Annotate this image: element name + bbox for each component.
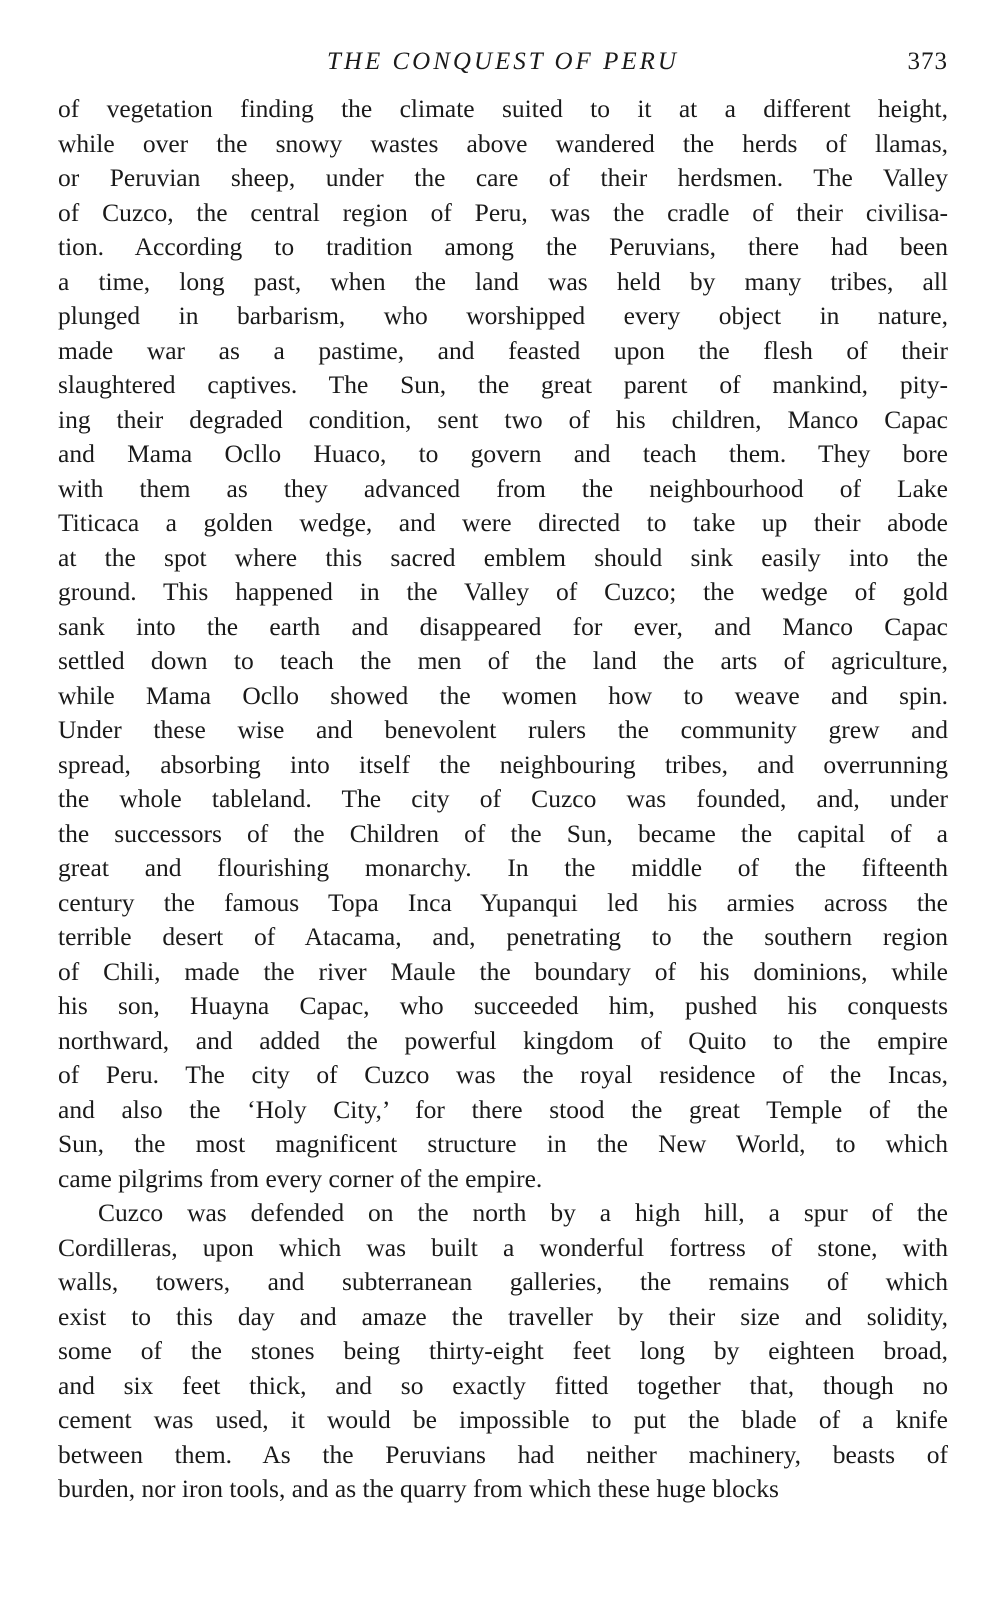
text-line: at the spot where this sacred emblem should sink easily into the [58, 542, 948, 572]
text-line: Cuzco was defended on the north by a high hill, a spur of the [98, 1198, 948, 1227]
text-line: ground. This happened in the Valley of Cuzco; the wedge of gold [58, 577, 948, 606]
text-line: great and flourishing monarchy. In the middle of the fifteenth [58, 853, 948, 882]
page-number: 373 [907, 48, 948, 75]
text-line: of vegetation finding the climate suited to it at a different height, [58, 94, 948, 123]
text-line: and six feet thick, and so exactly fitted together that, though no [58, 1370, 948, 1400]
text-line: burden, nor iron tools, and as the quarry from which these huge blocks [58, 1474, 779, 1503]
text-line: the whole tableland. The city of Cuzco was founded, and, under [58, 784, 948, 813]
text-line: some of the stones being thirty-eight feet long by eighteen broad, [58, 1336, 948, 1365]
text-line: while Mama Ocllo showed the women how to weave and spin. [58, 680, 948, 710]
page-title: THE CONQUEST OF PERU [327, 48, 679, 75]
text-line: tion. According to tradition among the Peruvians, there had been [58, 232, 948, 261]
text-line: sank into the earth and disappeared for ever, and Manco Capac [58, 611, 948, 641]
text-line: spread, absorbing into itself the neighbouring tribes, and overrunning [58, 749, 948, 779]
paragraph [58, 1196, 948, 1507]
text-line: made war as a pastime, and feasted upon the flesh of their [58, 335, 948, 365]
text-line: settled down to teach the men of the land the arts of agriculture, [58, 646, 948, 675]
text-line: walls, towers, and subterranean galleries, the remains of which [58, 1267, 948, 1296]
text-line: a time, long past, when the land was held by many tribes, all [58, 266, 948, 296]
text-line: his son, Huayna Capac, who succeeded him, pushed his conquests [58, 991, 948, 1020]
paragraph [58, 92, 948, 1196]
text-line: century the famous Topa Inca Yupanqui led his armies across the [58, 887, 948, 917]
body-text [58, 92, 948, 1507]
text-line: terrible desert of Atacama, and, penetrating to the southern region [58, 922, 948, 951]
text-line: exist to this day and amaze the traveller by their size and solidity, [58, 1301, 948, 1331]
text-line: Titicaca a golden wedge, and were directed to take up their abode [58, 508, 948, 537]
text-line: with them as they advanced from the neighbourhood of Lake [58, 473, 948, 503]
text-line: while over the snowy wastes above wandered the herds of llamas, [58, 128, 948, 158]
book-page [58, 48, 948, 1507]
text-line: came pilgrims from every corner of the empire. [58, 1163, 543, 1193]
text-line: and Mama Ocllo Huaco, to govern and teach them. They bore [58, 439, 948, 468]
running-head [58, 48, 948, 92]
text-line: of Chili, made the river Maule the boundary of his dominions, while [58, 956, 948, 986]
text-line: and also the ‘Holy City,’ for there stood the great Temple of the [58, 1094, 948, 1124]
text-line: between them. As the Peruvians had neither machinery, beasts of [58, 1439, 948, 1469]
text-line: Cordilleras, upon which was built a wonderful fortress of stone, with [58, 1232, 948, 1262]
text-line: northward, and added the powerful kingdom of Quito to the empire [58, 1025, 948, 1055]
text-line: Sun, the most magnificent structure in the New World, to which [58, 1129, 948, 1158]
text-line: plunged in barbarism, who worshipped every object in nature, [58, 301, 948, 330]
text-line: of Peru. The city of Cuzco was the royal residence of the Incas, [58, 1060, 948, 1089]
text-line: or Peruvian sheep, under the care of their herdsmen. The Valley [58, 163, 948, 192]
text-line: ing their degraded condition, sent two of his children, Manco Capac [58, 404, 948, 434]
text-line: slaughtered captives. The Sun, the great parent of mankind, pity- [58, 370, 948, 399]
text-line: the successors of the Children of the Sun, became the capital of a [58, 818, 948, 848]
text-line: of Cuzco, the central region of Peru, was the cradle of their civilisa- [58, 197, 948, 227]
text-line: Under these wise and benevolent rulers the community grew and [58, 715, 948, 744]
text-line: cement was used, it would be impossible to put the blade of a knife [58, 1405, 948, 1434]
